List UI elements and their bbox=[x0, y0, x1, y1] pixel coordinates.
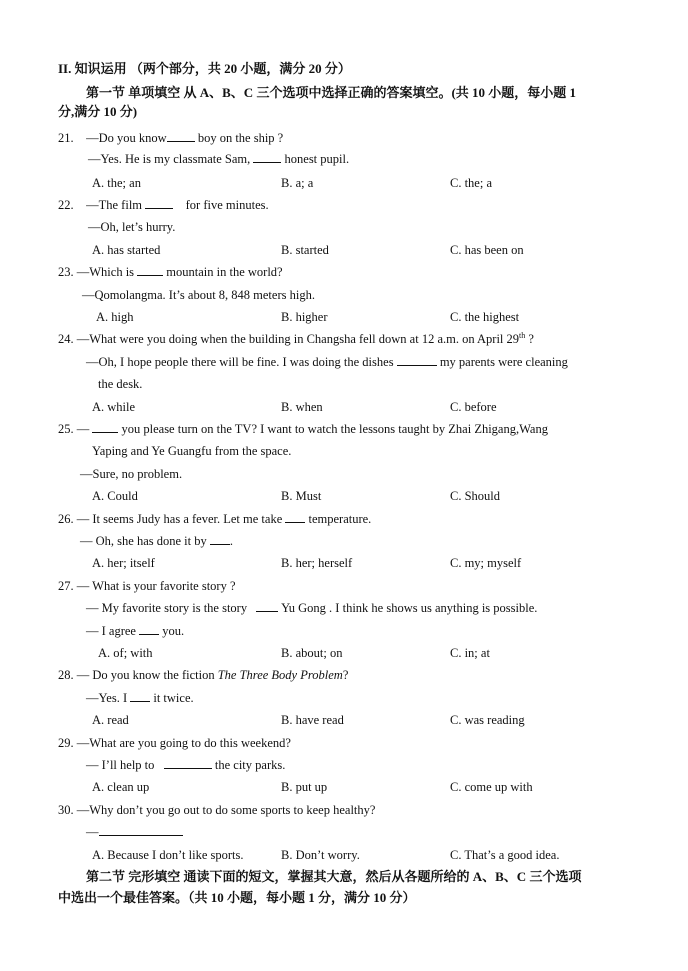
question-number: 25. bbox=[58, 422, 74, 436]
question-24-reply: —Oh, I hope people there will be fine. I was doing the dishes my parents were cleaning bbox=[86, 355, 568, 369]
question-number: 24. bbox=[58, 332, 74, 346]
option-a[interactable]: A. has started bbox=[92, 243, 161, 257]
option-a[interactable]: A. the; an bbox=[92, 176, 141, 190]
question-number: 26. bbox=[58, 512, 74, 526]
question-30-reply: — bbox=[86, 824, 183, 840]
answer-blank bbox=[137, 264, 163, 276]
option-b[interactable]: B. put up bbox=[281, 780, 328, 794]
option-c[interactable]: C. in; at bbox=[450, 646, 490, 660]
question-number: 30. bbox=[58, 803, 74, 817]
answer-blank bbox=[397, 354, 437, 366]
answer-blank bbox=[92, 421, 118, 433]
question-26: 26. — It seems Judy has a fever. Let me take temperature. bbox=[58, 512, 372, 526]
question-27-reply2: — I agree you. bbox=[86, 624, 185, 638]
answer-blank bbox=[256, 600, 278, 612]
option-c[interactable]: C. was reading bbox=[450, 713, 525, 727]
answer-blank bbox=[285, 511, 305, 523]
question-30-options bbox=[0, 847, 560, 863]
question-25-reply: —Sure, no problem. bbox=[80, 467, 183, 481]
answer-blank bbox=[167, 130, 195, 142]
question-30: 30. —Why don’t you go out to do some sports to keep healthy? bbox=[58, 803, 376, 817]
option-c[interactable]: C. the highest bbox=[450, 310, 520, 324]
book-title: The Three Body Problem bbox=[217, 668, 343, 682]
question-22-reply: —Oh, let’s hurry. bbox=[88, 220, 176, 234]
question-number: 21. bbox=[58, 131, 74, 145]
part1-instruction-line1: 第一节 单项填空 从 A、B、C 三个选项中选择正确的答案填空。(共 10 小题，每小题 1 bbox=[86, 85, 577, 100]
option-c[interactable]: C. That’s a good idea. bbox=[450, 848, 560, 862]
question-29-reply: — I’ll help to the city parks. bbox=[86, 758, 286, 772]
option-c[interactable]: C. before bbox=[450, 400, 497, 414]
option-a[interactable]: A. read bbox=[92, 713, 129, 727]
part1-instruction-line2: 分,满分 10 分) bbox=[58, 104, 138, 119]
answer-blank bbox=[99, 824, 183, 836]
question-26-reply: — Oh, she has done it by . bbox=[80, 534, 233, 548]
option-c[interactable]: C. Should bbox=[450, 489, 501, 503]
option-b[interactable]: B. a; a bbox=[281, 176, 314, 190]
answer-blank bbox=[164, 757, 212, 769]
option-b[interactable]: B. have read bbox=[281, 713, 344, 727]
question-number: 23. bbox=[58, 265, 74, 279]
answer-blank bbox=[253, 151, 281, 163]
option-a[interactable]: A. while bbox=[92, 400, 136, 414]
question-25-options bbox=[0, 488, 560, 504]
option-c[interactable]: C. come up with bbox=[450, 780, 533, 794]
question-25-cont: Yaping and Ye Guangfu from the space. bbox=[92, 444, 292, 458]
question-number: 22. bbox=[58, 198, 74, 212]
question-28-reply: —Yes. I it twice. bbox=[86, 691, 194, 705]
question-28: 28. — Do you know the fiction The Three Body Problem? bbox=[58, 668, 349, 682]
question-27-reply: — My favorite story is the story Yu Gong . I think he shows us anything is possible. bbox=[86, 601, 538, 615]
question-27: 27. — What is your favorite story ? bbox=[58, 579, 236, 593]
question-23-options bbox=[0, 309, 560, 325]
option-b[interactable]: B. Don’t worry. bbox=[281, 848, 360, 862]
answer-blank bbox=[210, 533, 230, 545]
part2-instruction-line1: 第二节 完形填空 通读下面的短文，掌握其大意，然后从各题所给的 A、B、C 三个选项 bbox=[86, 869, 582, 884]
question-22-options bbox=[0, 242, 560, 258]
question-29-options bbox=[0, 779, 560, 795]
option-a[interactable]: A. Because I don’t like sports. bbox=[92, 848, 244, 862]
option-b[interactable]: B. Must bbox=[281, 489, 322, 503]
option-b[interactable]: B. when bbox=[281, 400, 323, 414]
part2-instruction-line2: 中选出一个最佳答案。（共 10 小题，每小题 1 分，满分 10 分） bbox=[58, 890, 416, 905]
answer-blank bbox=[130, 690, 150, 702]
answer-blank bbox=[145, 197, 173, 209]
section-title: II. 知识运用 （两个部分，共 20 小题，满分 20 分） bbox=[58, 61, 351, 76]
question-22: 22. —The film for five minutes. bbox=[58, 198, 269, 212]
option-a[interactable]: A. her; itself bbox=[92, 556, 155, 570]
option-c[interactable]: C. my; myself bbox=[450, 556, 522, 570]
question-21-options bbox=[0, 175, 560, 191]
question-23: 23. —Which is mountain in the world? bbox=[58, 265, 283, 279]
question-21-reply: —Yes. He is my classmate Sam, honest pupil. bbox=[88, 152, 350, 166]
question-25: 25. — you please turn on the TV? I want to watch the lessons taught by Zhai Zhigang,Wang bbox=[58, 422, 548, 436]
option-a[interactable]: A. of; with bbox=[98, 646, 153, 660]
option-b[interactable]: B. started bbox=[281, 243, 329, 257]
option-b[interactable]: B. about; on bbox=[281, 646, 343, 660]
question-24: 24. —What were you doing when the building in Changsha fell down at 12 a.m. on April 29th ? bbox=[58, 330, 534, 346]
question-27-options bbox=[0, 645, 560, 661]
question-28-options bbox=[0, 712, 560, 728]
question-21: 21. —Do you know boy on the ship ? bbox=[58, 131, 284, 145]
question-number: 27. bbox=[58, 579, 74, 593]
answer-blank bbox=[139, 623, 159, 635]
option-c[interactable]: C. has been on bbox=[450, 243, 524, 257]
question-23-reply: —Qomolangma. It’s about 8, 848 meters high. bbox=[82, 288, 315, 302]
question-24-reply-cont: the desk. bbox=[98, 377, 143, 391]
question-24-options bbox=[0, 399, 560, 415]
question-26-options bbox=[0, 555, 560, 571]
option-c[interactable]: C. the; a bbox=[450, 176, 493, 190]
option-b[interactable]: B. higher bbox=[281, 310, 328, 324]
question-number: 28. bbox=[58, 668, 74, 682]
option-b[interactable]: B. her; herself bbox=[281, 556, 353, 570]
option-a[interactable]: A. high bbox=[96, 310, 134, 324]
question-number: 29. bbox=[58, 736, 74, 750]
question-29: 29. —What are you going to do this weekend? bbox=[58, 736, 291, 750]
option-a[interactable]: A. clean up bbox=[92, 780, 150, 794]
option-a[interactable]: A. Could bbox=[92, 489, 138, 503]
